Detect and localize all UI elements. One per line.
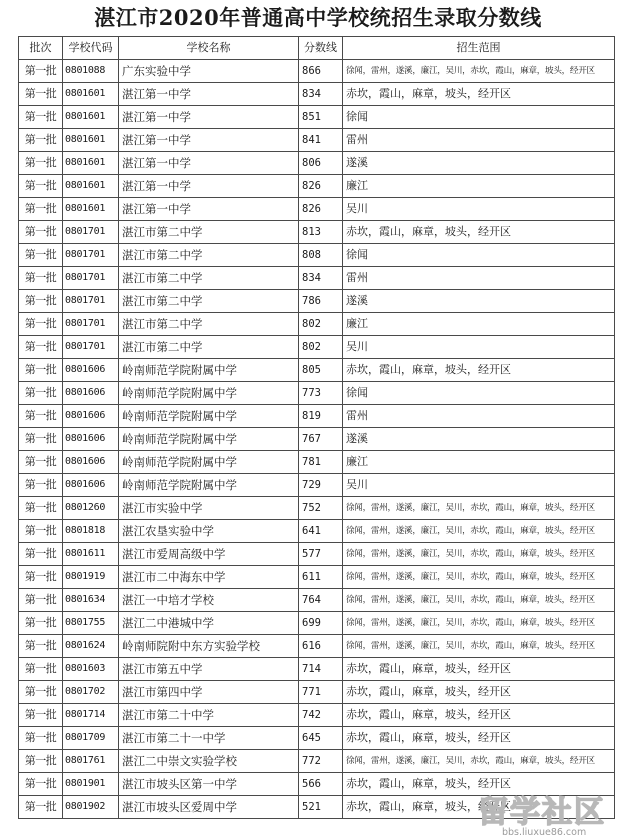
table-row: [19, 175, 615, 198]
batch-cell: 第一批: [19, 83, 63, 106]
score-cell: 645: [299, 727, 343, 750]
school-code-cell: 0801606: [63, 359, 119, 382]
school-code-cell: 0801818: [63, 520, 119, 543]
batch-cell: 第一批: [19, 612, 63, 635]
school-code-cell: 0801702: [63, 681, 119, 704]
table-row: [19, 543, 615, 566]
batch-cell: 第一批: [19, 290, 63, 313]
enrollment-range-cell: 赤坎，霞山，麻章，坡头，经开区: [343, 727, 615, 750]
enrollment-range-cell: 赤坎，霞山，麻章，坡头，经开区: [343, 359, 615, 382]
school-code-cell: 0801901: [63, 773, 119, 796]
batch-cell: 第一批: [19, 589, 63, 612]
score-cell: 781: [299, 451, 343, 474]
table-row: [19, 267, 615, 290]
school-name-cell: 广东实验中学: [119, 60, 299, 83]
batch-cell: 第一批: [19, 428, 63, 451]
score-cell: 521: [299, 796, 343, 819]
table-row: [19, 221, 615, 244]
enrollment-range-cell: 遂溪: [343, 152, 615, 175]
school-name-cell: 湛江市坡头区爱周中学: [119, 796, 299, 819]
school-name-cell: 湛江市第二中学: [119, 244, 299, 267]
school-code-cell: 0801606: [63, 474, 119, 497]
school-name-cell: 湛江农垦实验中学: [119, 520, 299, 543]
table-row: [19, 589, 615, 612]
school-code-cell: 0801601: [63, 198, 119, 221]
school-name-cell: 湛江市第二中学: [119, 290, 299, 313]
table-row: [19, 359, 615, 382]
batch-cell: 第一批: [19, 359, 63, 382]
score-cell: 714: [299, 658, 343, 681]
batch-cell: 第一批: [19, 175, 63, 198]
enrollment-range-cell: 雷州: [343, 267, 615, 290]
table-row: [19, 520, 615, 543]
table-row: [19, 336, 615, 359]
score-cell: 729: [299, 474, 343, 497]
school-code-cell: 0801603: [63, 658, 119, 681]
table-row: [19, 497, 615, 520]
score-cell: 826: [299, 175, 343, 198]
score-cell: 834: [299, 83, 343, 106]
school-code-cell: 0801606: [63, 428, 119, 451]
score-cell: 806: [299, 152, 343, 175]
score-cell: 819: [299, 405, 343, 428]
enrollment-range-cell: 廉江: [343, 175, 615, 198]
score-cell: 808: [299, 244, 343, 267]
page-title: 湛江市2020年普通高中学校统招生录取分数线: [94, 5, 542, 30]
score-cell: 772: [299, 750, 343, 773]
school-code-cell: 0801606: [63, 382, 119, 405]
score-cell: 767: [299, 428, 343, 451]
school-name-cell: 岭南师范学院附属中学: [119, 359, 299, 382]
batch-cell: 第一批: [19, 750, 63, 773]
enrollment-range-cell: 赤坎，霞山，麻章，坡头，经开区: [343, 681, 615, 704]
table-header-row: [19, 37, 615, 60]
school-name-cell: 湛江市第四中学: [119, 681, 299, 704]
batch-cell: 第一批: [19, 152, 63, 175]
batch-cell: 第一批: [19, 658, 63, 681]
table-row: [19, 60, 615, 83]
school-code-cell: 0801701: [63, 313, 119, 336]
enrollment-range-cell: 廉江: [343, 313, 615, 336]
enrollment-range-cell: 遂溪: [343, 428, 615, 451]
score-cell: 699: [299, 612, 343, 635]
batch-cell: 第一批: [19, 773, 63, 796]
header-batch: 批次: [19, 37, 63, 60]
score-cell: 764: [299, 589, 343, 612]
enrollment-range-cell: 徐闻: [343, 106, 615, 129]
batch-cell: 第一批: [19, 497, 63, 520]
school-code-cell: 0801601: [63, 83, 119, 106]
batch-cell: 第一批: [19, 405, 63, 428]
score-cell: 866: [299, 60, 343, 83]
school-code-cell: 0801714: [63, 704, 119, 727]
batch-cell: 第一批: [19, 566, 63, 589]
enrollment-range-cell: 徐闻，雷州，遂溪，廉江，吴川，赤坎，霞山，麻章，坡头，经开区: [343, 543, 615, 566]
batch-cell: 第一批: [19, 727, 63, 750]
school-code-cell: 0801709: [63, 727, 119, 750]
score-cell: 802: [299, 336, 343, 359]
table-row: [19, 244, 615, 267]
school-code-cell: 0801601: [63, 175, 119, 198]
score-cell: 802: [299, 313, 343, 336]
score-cell: 841: [299, 129, 343, 152]
enrollment-range-cell: 赤坎，霞山，麻章，坡头，经开区: [343, 658, 615, 681]
score-cell: 826: [299, 198, 343, 221]
school-code-cell: 0801624: [63, 635, 119, 658]
enrollment-range-cell: 吴川: [343, 474, 615, 497]
school-code-cell: 0801260: [63, 497, 119, 520]
school-name-cell: 湛江第一中学: [119, 129, 299, 152]
school-name-cell: 湛江第一中学: [119, 106, 299, 129]
school-code-cell: 0801902: [63, 796, 119, 819]
watermark-url: bbs.liuxue86.com: [502, 827, 587, 838]
table-row: [19, 405, 615, 428]
score-cell: 773: [299, 382, 343, 405]
score-cell: 616: [299, 635, 343, 658]
school-code-cell: 0801606: [63, 405, 119, 428]
school-name-cell: 湛江第一中学: [119, 83, 299, 106]
school-code-cell: 0801919: [63, 566, 119, 589]
table-row: [19, 290, 615, 313]
school-name-cell: 湛江市二中海东中学: [119, 566, 299, 589]
school-name-cell: 湛江市爱周高级中学: [119, 543, 299, 566]
enrollment-range-cell: 徐闻，雷州，遂溪，廉江，吴川，赤坎，霞山，麻章，坡头，经开区: [343, 520, 615, 543]
enrollment-range-cell: 遂溪: [343, 290, 615, 313]
score-cell: 752: [299, 497, 343, 520]
table-row: [19, 129, 615, 152]
enrollment-range-cell: 赤坎，霞山，麻章，坡头，经开区: [343, 83, 615, 106]
table-row: [19, 727, 615, 750]
batch-cell: 第一批: [19, 474, 63, 497]
enrollment-range-cell: 吴川: [343, 198, 615, 221]
batch-cell: 第一批: [19, 221, 63, 244]
score-cell: 641: [299, 520, 343, 543]
school-name-cell: 湛江市第二中学: [119, 221, 299, 244]
enrollment-range-cell: 徐闻，雷州，遂溪，廉江，吴川，赤坎，霞山，麻章，坡头，经开区: [343, 60, 615, 83]
score-cell: 786: [299, 290, 343, 313]
score-cell: 771: [299, 681, 343, 704]
table-row: [19, 750, 615, 773]
school-name-cell: 湛江市坡头区第一中学: [119, 773, 299, 796]
enrollment-range-cell: 徐闻，雷州，遂溪，廉江，吴川，赤坎，霞山，麻章，坡头，经开区: [343, 635, 615, 658]
school-code-cell: 0801634: [63, 589, 119, 612]
school-name-cell: 湛江第一中学: [119, 198, 299, 221]
table-row: [19, 773, 615, 796]
batch-cell: 第一批: [19, 520, 63, 543]
school-code-cell: 0801601: [63, 152, 119, 175]
batch-cell: 第一批: [19, 106, 63, 129]
score-cell: 805: [299, 359, 343, 382]
enrollment-range-cell: 赤坎，霞山，麻章，坡头，经开区: [343, 221, 615, 244]
header-score-line: 分数线: [299, 37, 343, 60]
table-row: [19, 796, 615, 819]
enrollment-range-cell: 赤坎，霞山，麻章，坡头，经开区: [343, 704, 615, 727]
batch-cell: 第一批: [19, 543, 63, 566]
header-enrollment-range: 招生范围: [343, 37, 615, 60]
enrollment-range-cell: 徐闻，雷州，遂溪，廉江，吴川，赤坎，霞山，麻章，坡头，经开区: [343, 566, 615, 589]
school-code-cell: 0801611: [63, 543, 119, 566]
school-name-cell: 湛江二中港城中学: [119, 612, 299, 635]
table-row: [19, 612, 615, 635]
table-row: [19, 704, 615, 727]
school-name-cell: 岭南师范学院附属中学: [119, 474, 299, 497]
table-row: [19, 152, 615, 175]
school-code-cell: 0801701: [63, 244, 119, 267]
table-row: [19, 474, 615, 497]
school-code-cell: 0801606: [63, 451, 119, 474]
school-code-cell: 0801755: [63, 612, 119, 635]
score-cell: 566: [299, 773, 343, 796]
school-name-cell: 湛江第一中学: [119, 152, 299, 175]
table-row: [19, 382, 615, 405]
batch-cell: 第一批: [19, 681, 63, 704]
school-name-cell: 湛江一中培才学校: [119, 589, 299, 612]
batch-cell: 第一批: [19, 244, 63, 267]
school-name-cell: 岭南师范学院附属中学: [119, 382, 299, 405]
enrollment-range-cell: 徐闻: [343, 382, 615, 405]
score-cell: 742: [299, 704, 343, 727]
batch-cell: 第一批: [19, 796, 63, 819]
school-name-cell: 湛江第一中学: [119, 175, 299, 198]
batch-cell: 第一批: [19, 382, 63, 405]
table-row: [19, 658, 615, 681]
enrollment-range-cell: 廉江: [343, 451, 615, 474]
batch-cell: 第一批: [19, 198, 63, 221]
school-code-cell: 0801701: [63, 221, 119, 244]
score-cell: 834: [299, 267, 343, 290]
school-code-cell: 0801088: [63, 60, 119, 83]
school-name-cell: 岭南师院附中东方实验学校: [119, 635, 299, 658]
batch-cell: 第一批: [19, 267, 63, 290]
score-cell: 813: [299, 221, 343, 244]
school-name-cell: 湛江二中崇文实验学校: [119, 750, 299, 773]
enrollment-range-cell: 徐闻: [343, 244, 615, 267]
score-cell: 851: [299, 106, 343, 129]
batch-cell: 第一批: [19, 129, 63, 152]
school-code-cell: 0801761: [63, 750, 119, 773]
enrollment-range-cell: 雷州: [343, 129, 615, 152]
table-row: [19, 198, 615, 221]
enrollment-range-cell: 赤坎，霞山，麻章，坡头，经开区: [343, 796, 615, 819]
school-name-cell: 岭南师范学院附属中学: [119, 451, 299, 474]
school-name-cell: 湛江市第二中学: [119, 267, 299, 290]
batch-cell: 第一批: [19, 704, 63, 727]
table-row: [19, 428, 615, 451]
table-row: [19, 106, 615, 129]
school-code-cell: 0801601: [63, 106, 119, 129]
school-name-cell: 湛江市第二十中学: [119, 704, 299, 727]
watermark-text: 留学社区: [478, 795, 606, 830]
batch-cell: 第一批: [19, 313, 63, 336]
enrollment-range-cell: 徐闻，雷州，遂溪，廉江，吴川，赤坎，霞山，麻章，坡头，经开区: [343, 497, 615, 520]
table-row: [19, 681, 615, 704]
table-row: [19, 83, 615, 106]
header-school-code: 学校代码: [63, 37, 119, 60]
school-name-cell: 湛江市第二中学: [119, 313, 299, 336]
school-name-cell: 湛江市实验中学: [119, 497, 299, 520]
table-row: [19, 566, 615, 589]
school-code-cell: 0801701: [63, 267, 119, 290]
school-code-cell: 0801701: [63, 290, 119, 313]
batch-cell: 第一批: [19, 60, 63, 83]
enrollment-range-cell: 徐闻，雷州，遂溪，廉江，吴川，赤坎，霞山，麻章，坡头，经开区: [343, 589, 615, 612]
enrollment-range-cell: 吴川: [343, 336, 615, 359]
score-cell: 611: [299, 566, 343, 589]
batch-cell: 第一批: [19, 451, 63, 474]
enrollment-range-cell: 赤坎，霞山，麻章，坡头，经开区: [343, 773, 615, 796]
school-name-cell: 岭南师范学院附属中学: [119, 428, 299, 451]
score-cell: 577: [299, 543, 343, 566]
table-body: [19, 60, 615, 819]
table-row: [19, 451, 615, 474]
school-name-cell: 湛江市第五中学: [119, 658, 299, 681]
batch-cell: 第一批: [19, 635, 63, 658]
school-name-cell: 湛江市第二十一中学: [119, 727, 299, 750]
enrollment-range-cell: 雷州: [343, 405, 615, 428]
school-name-cell: 湛江市第二中学: [119, 336, 299, 359]
batch-cell: 第一批: [19, 336, 63, 359]
header-school-name: 学校名称: [119, 37, 299, 60]
enrollment-range-cell: 徐闻，雷州，遂溪，廉江，吴川，赤坎，霞山，麻章，坡头，经开区: [343, 612, 615, 635]
table-row: [19, 635, 615, 658]
admission-score-table: [18, 36, 615, 819]
school-code-cell: 0801601: [63, 129, 119, 152]
enrollment-range-cell: 徐闻，雷州，遂溪，廉江，吴川，赤坎，霞山，麻章，坡头，经开区: [343, 750, 615, 773]
school-code-cell: 0801701: [63, 336, 119, 359]
table-row: [19, 313, 615, 336]
school-name-cell: 岭南师范学院附属中学: [119, 405, 299, 428]
